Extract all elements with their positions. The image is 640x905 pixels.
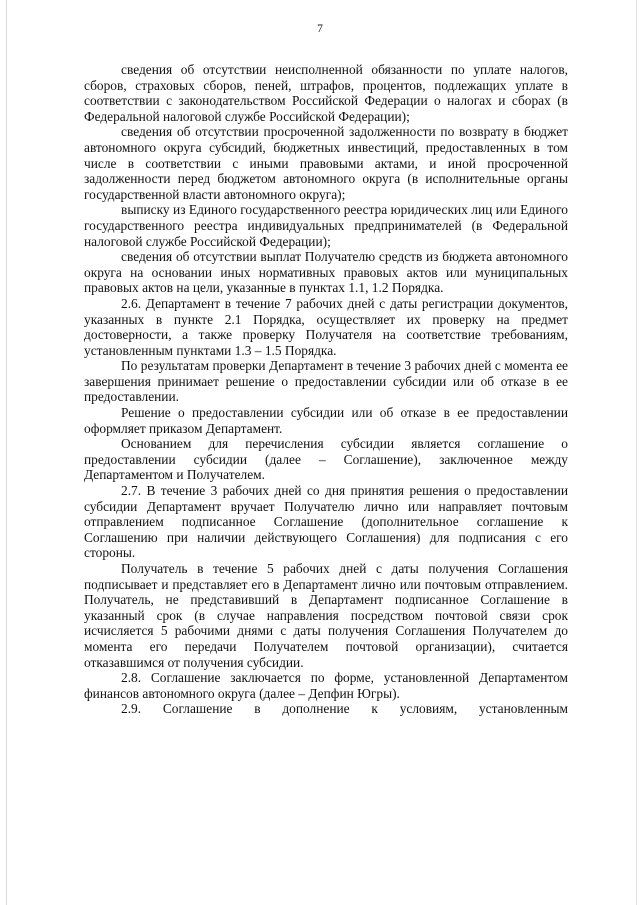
paragraph-agreement-basis: Основанием для перечисления субсидии является соглашение о предоставлении субсидии (далее – Соглашение), заключенное между Департаментом и Получателем.: [84, 436, 568, 483]
page-edge-left: [6, 0, 7, 905]
paragraph-clause-2-7: 2.7. В течение 3 рабочих дней со дня принятия решения о предоставлении субсидии Департамент вручает Получателю лично или направляет почтовым отправлением подписанное Соглашение (дополнительное соглашение к Соглашению при наличии действующего Соглашения) для подписания с его стороны.: [84, 483, 568, 561]
paragraph-clause-2-9: 2.9. Соглашение в дополнение к условиям, установленным: [121, 701, 568, 717]
paragraph-decision-order: Решение о предоставлении субсидии или об отказе в ее предоставлении оформляет приказом Департамент.: [84, 405, 568, 436]
paragraph-registry-extract: выписку из Единого государственного реестра юридических лиц или Единого государственного реестра индивидуальных предпринимателей (в Федеральной налоговой службе Российской Федерации);: [84, 202, 568, 249]
paragraph-check-results: По результатам проверки Департамент в течение 3 рабочих дней с момента ее завершения принимает решение о предоставлении субсидии или об отказе в ее предоставлении.: [84, 358, 568, 405]
page-number: 7: [317, 23, 323, 35]
paragraph-clause-2-8: 2.8. Соглашение заключается по форме, установленной Департаментом финансов автономного округа (далее – Депфин Югры).: [84, 670, 568, 701]
paragraph-no-payments-info: сведения об отсутствии выплат Получателю средств из бюджета автономного округа на основании иных нормативных правовых актов или муниципальных правовых актов на цели, указанные в пунктах 1.1, 1.2 Порядка.: [84, 249, 568, 296]
paragraph-tax-debt-info: сведения об отсутствии неисполненной обязанности по уплате налогов, сборов, страховых сборов, пеней, штрафов, процентов, подлежащих уплате в соответствии с законодательством Российской Федерации о налогах и сборах (в Федеральной налоговой службе Российской Федерации);: [84, 62, 568, 124]
paragraph-clause-2-6: 2.6. Департамент в течение 7 рабочих дней с даты регистрации документов, указанных в пункте 2.1 Порядка, осуществляет их проверку на предмет достоверности, а также проверку Получателя на соответствие требованиям, установленным пунктами 1.3 – 1.5 Порядка.: [84, 295, 568, 358]
document-body: [84, 62, 568, 717]
paragraph-recipient-signing: Получатель в течение 5 рабочих дней с даты получения Соглашения подписывает и представляет его в Департамент лично или почтовым отправлением. Получатель, не представивший в Департамент подписанное Соглашение в указанный срок (в случае направления посредством почтовой связи срок исчисляется 5 рабочими днями с даты получения Соглашения Получателем до момента его передачи Получателем почтовой организации), считается отказавшимся от получения субсидии.: [84, 561, 568, 670]
page-edge-right: [636, 0, 637, 905]
paragraph-overdue-debt-info: сведения об отсутствии просроченной задолженности по возврату в бюджет автономного округа субсидий, бюджетных инвестиций, предоставленных в том числе в соответствии с иными правовыми актами, и иной просроченной задолженности перед бюджетом автономного округа (в исполнительные органы государственной власти автономного округа);: [84, 124, 568, 202]
